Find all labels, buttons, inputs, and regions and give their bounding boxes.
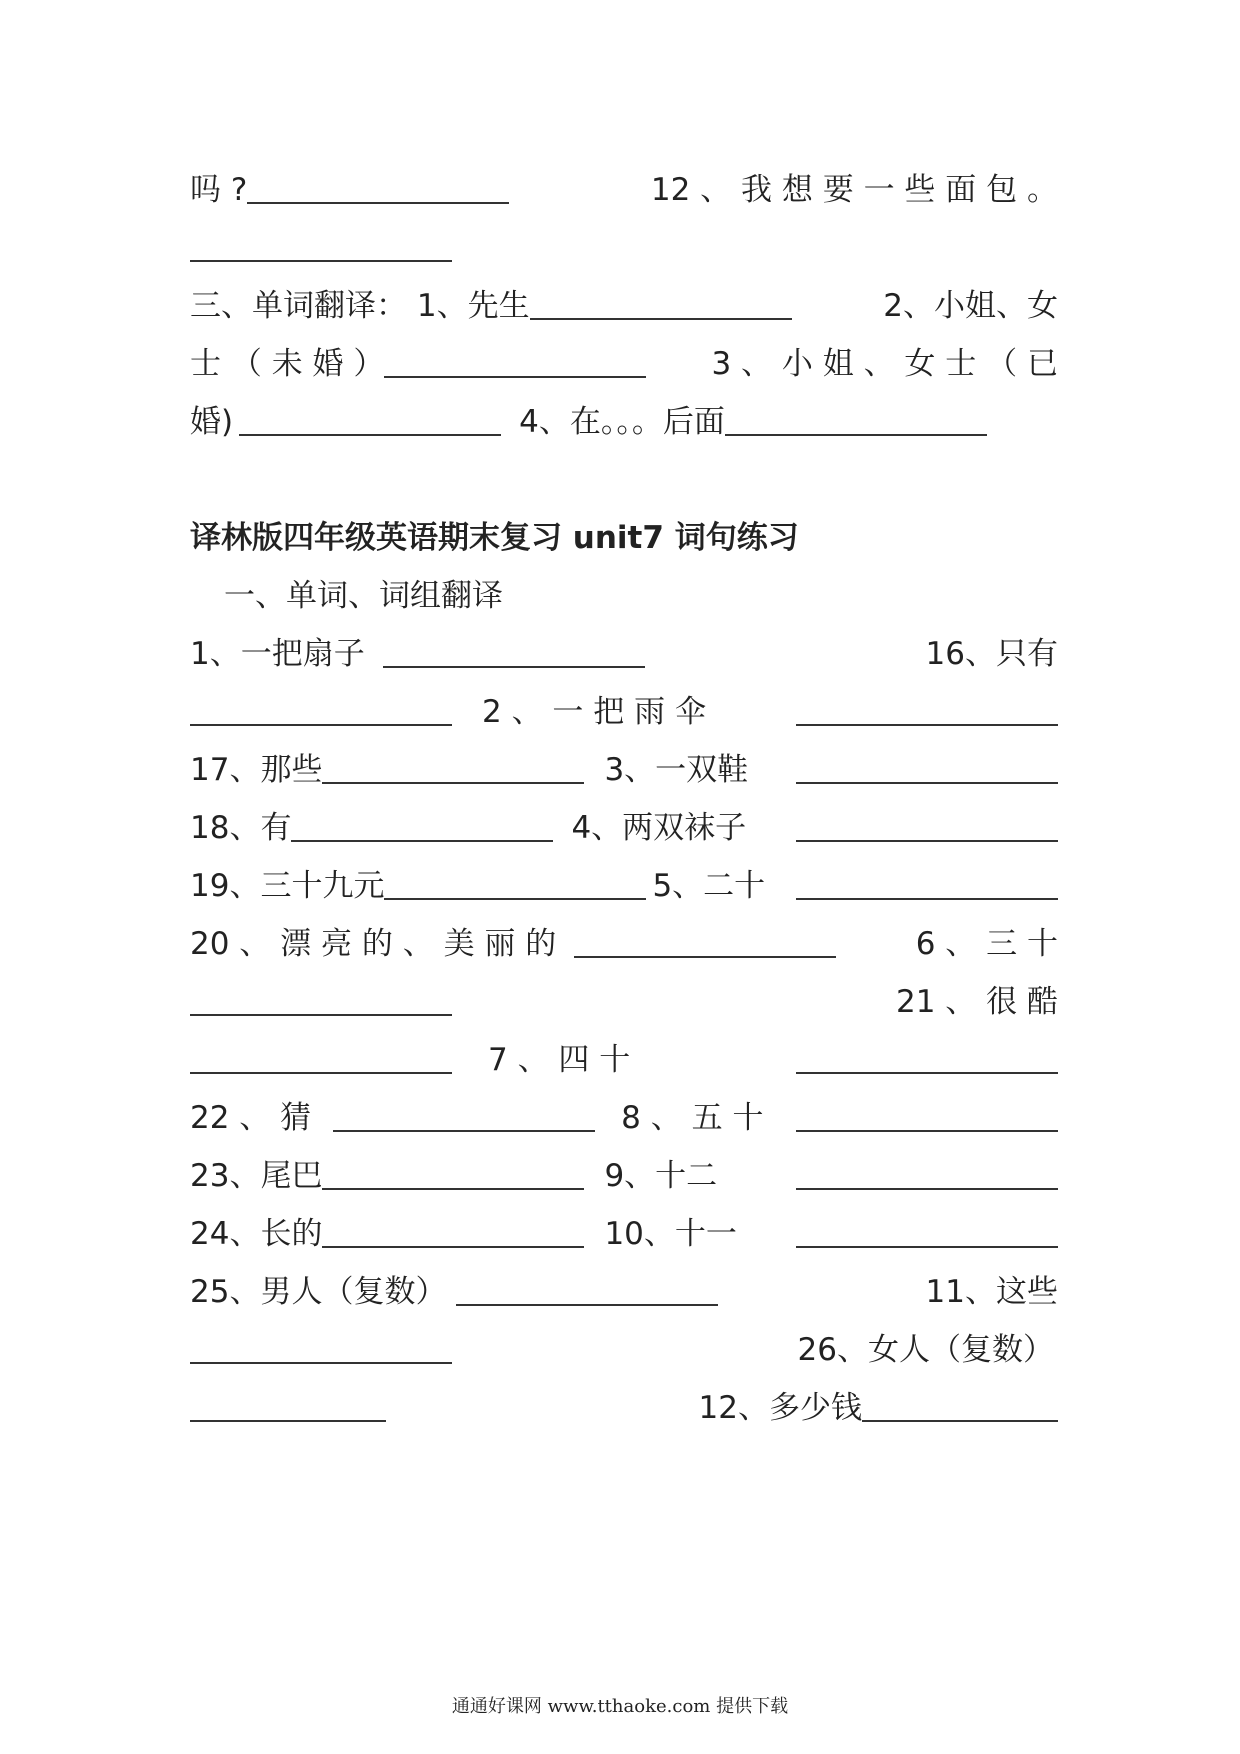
answer-blank[interactable]	[796, 724, 1058, 726]
item-20: 20 、 漂 亮 的 、 美 丽 的	[190, 926, 557, 962]
row-13	[190, 1324, 1058, 1372]
item-19: 19、三十九元	[190, 868, 385, 904]
answer-blank[interactable]	[796, 1188, 1058, 1190]
item-17: 17、那些	[190, 752, 323, 788]
section-3-word-1: 三、单词翻译： 1、先生	[190, 288, 530, 324]
item-7: 7 、 四 十	[488, 1042, 631, 1078]
row-10	[190, 1150, 1058, 1198]
row-5	[190, 860, 1058, 908]
answer-blank[interactable]	[862, 1420, 1058, 1422]
answer-blank[interactable]	[796, 840, 1058, 842]
worksheet-title-text: 译林版四年级英语期末复习 unit7 词句练习	[190, 520, 799, 556]
item-18: 18、有	[190, 810, 292, 846]
answer-blank[interactable]	[530, 318, 792, 320]
answer-blank[interactable]	[322, 1246, 584, 1248]
item-21: 21 、 很 酷	[895, 984, 1058, 1020]
question-11-end: 吗 ?	[190, 172, 248, 208]
item-11: 11、这些	[925, 1274, 1058, 1310]
section-heading	[224, 570, 1092, 618]
row-12	[190, 1266, 1058, 1314]
row-3	[190, 744, 1058, 792]
line-2	[190, 222, 1058, 270]
word-2: 2、小姐、女	[883, 288, 1058, 324]
answer-blank[interactable]	[190, 1420, 386, 1422]
answer-blank[interactable]	[322, 1188, 584, 1190]
answer-blank[interactable]	[333, 1130, 595, 1132]
answer-blank[interactable]	[796, 1130, 1058, 1132]
row-11	[190, 1208, 1058, 1256]
row-9	[190, 1092, 1058, 1140]
item-6: 6 、 三 十	[915, 926, 1058, 962]
word-4: 4、在。。。后面	[519, 404, 725, 440]
line-1	[190, 164, 1058, 212]
answer-blank[interactable]	[190, 724, 452, 726]
word-3-end: 婚)	[190, 404, 234, 440]
answer-blank[interactable]	[796, 1072, 1058, 1074]
item-12: 12、多少钱	[698, 1390, 862, 1426]
item-3: 3、一双鞋	[604, 752, 749, 788]
section-heading-text: 一、单词、词组翻译	[224, 578, 503, 614]
item-10: 10、十一	[604, 1216, 737, 1252]
answer-blank[interactable]	[384, 376, 646, 378]
answer-blank[interactable]	[384, 898, 646, 900]
answer-blank[interactable]	[796, 898, 1058, 900]
answer-blank[interactable]	[796, 1246, 1058, 1248]
page-footer: 通通好课网 www.tthaoke.com 提供下载	[451, 1696, 789, 1717]
row-7	[190, 976, 1058, 1024]
line-4	[190, 338, 1058, 386]
answer-blank[interactable]	[190, 1072, 452, 1074]
line-3	[190, 280, 1058, 328]
item-4: 4、两双袜子	[571, 810, 747, 846]
answer-blank[interactable]	[383, 666, 645, 668]
answer-blank[interactable]	[190, 1362, 452, 1364]
row-4	[190, 802, 1058, 850]
item-23: 23、尾巴	[190, 1158, 323, 1194]
item-16: 16、只有	[925, 636, 1058, 672]
answer-blank[interactable]	[725, 434, 987, 436]
answer-blank[interactable]	[456, 1304, 718, 1306]
item-24: 24、长的	[190, 1216, 323, 1252]
answer-blank[interactable]	[291, 840, 553, 842]
answer-blank[interactable]	[574, 956, 836, 958]
line-5	[190, 396, 1058, 444]
item-26: 26、女人（复数）	[797, 1332, 1054, 1368]
item-5: 5、二十	[652, 868, 766, 904]
answer-blank[interactable]	[322, 782, 584, 784]
item-1: 1、一把扇子	[190, 636, 365, 672]
question-12: 12 、 我 想 要 一 些 面 包 。	[650, 172, 1058, 208]
answer-blank[interactable]	[190, 1014, 452, 1016]
worksheet-title	[190, 512, 1058, 560]
item-8: 8 、 五 十	[621, 1100, 764, 1136]
row-1	[190, 628, 1058, 676]
answer-blank[interactable]	[239, 434, 501, 436]
item-22: 22 、 猜	[190, 1100, 312, 1136]
item-9: 9、十二	[604, 1158, 718, 1194]
answer-blank[interactable]	[190, 260, 452, 262]
row-14	[190, 1382, 1058, 1430]
word-3: 3 、 小 姐 、 女 士 （ 已	[711, 346, 1058, 382]
answer-blank[interactable]	[796, 782, 1058, 784]
row-2	[190, 686, 1058, 734]
row-8	[190, 1034, 1058, 1082]
item-25: 25、男人（复数）	[190, 1274, 447, 1310]
answer-blank[interactable]	[247, 202, 509, 204]
item-2: 2 、 一 把 雨 伞	[482, 694, 706, 730]
row-6	[190, 918, 1058, 966]
word-2-end: 士 （ 未 婚 ）	[190, 346, 385, 382]
